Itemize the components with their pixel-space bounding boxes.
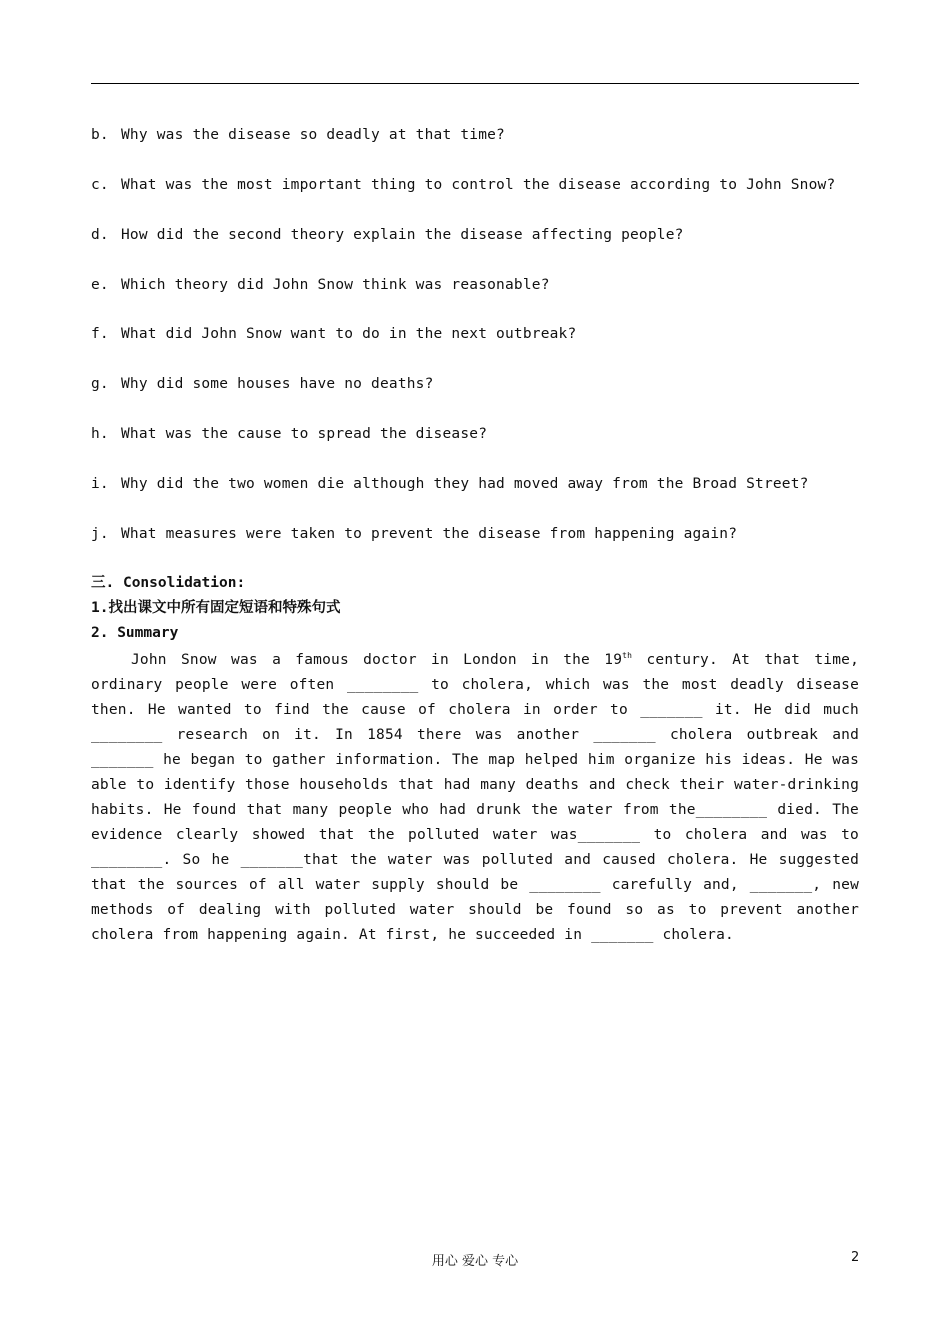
question-text: How did the second theory explain the disease affecting people?	[121, 227, 684, 243]
summary-paragraph	[91, 648, 859, 948]
question-letter: e.	[91, 277, 109, 293]
question-h	[91, 425, 487, 443]
question-text: What was the cause to spread the disease?	[121, 426, 488, 442]
header-rule	[91, 83, 859, 84]
question-letter: h.	[91, 426, 109, 442]
page-number: 2	[851, 1250, 860, 1265]
question-e	[91, 276, 550, 294]
question-text: Why did some houses have no deaths?	[121, 376, 434, 392]
question-text: Which theory did John Snow think was reasonable?	[121, 277, 550, 293]
question-letter: b.	[91, 127, 109, 143]
question-letter: d.	[91, 227, 109, 243]
question-d	[91, 226, 684, 244]
footer-text: 用心 爱心 专心	[431, 1254, 519, 1269]
question-i	[91, 475, 809, 493]
section-item-summary: 2. Summary	[91, 625, 179, 641]
question-text: Why was the disease so deadly at that time?	[121, 127, 505, 143]
summary-text-rest: century. At that time, ordinary people were often ________ to cholera, which was the most deadly disease then. He wanted to find the cause of cholera in order to _______ it. He did much ________ research on it. In 1854 there was another _______ cholera outbreak and _______ he began to gather information. The map helped him organize his ideas. He was able to identify those households that had many deaths and check their water-drinking habits. He found that many people who had drunk the water from the________ died. The evidence clearly showed that the polluted water was_______ to cholera and was to ________. So he _______that the water was polluted and caused cholera. He suggested that the sources of all water supply should be ________ carefully and, _______, new methods of dealing with polluted water should be found so as to prevent another cholera from happening again. At first, he succeeded in _______ cholera.	[91, 652, 860, 943]
question-letter: f.	[91, 326, 109, 342]
question-letter: i.	[91, 476, 109, 492]
question-c	[91, 176, 835, 194]
question-b	[91, 126, 505, 144]
question-letter: j.	[91, 526, 109, 542]
question-text: What was the most important thing to control the disease according to John Snow?	[121, 177, 836, 193]
question-text: What measures were taken to prevent the disease from happening again?	[121, 526, 738, 542]
summary-text-start: John Snow was a famous doctor in London in the 19	[131, 652, 623, 668]
section-title: 三. Consolidation:	[91, 575, 246, 591]
question-text: Why did the two women die although they had moved away from the Broad Street?	[121, 476, 809, 492]
question-g	[91, 375, 434, 393]
question-letter: c.	[91, 177, 109, 193]
question-f	[91, 325, 576, 343]
section-item-phrases: 1.找出课文中所有固定短语和特殊句式	[91, 600, 341, 616]
question-letter: g.	[91, 376, 109, 392]
question-j	[91, 525, 737, 543]
question-text: What did John Snow want to do in the next outbreak?	[121, 326, 577, 342]
summary-superscript: th	[622, 651, 633, 661]
